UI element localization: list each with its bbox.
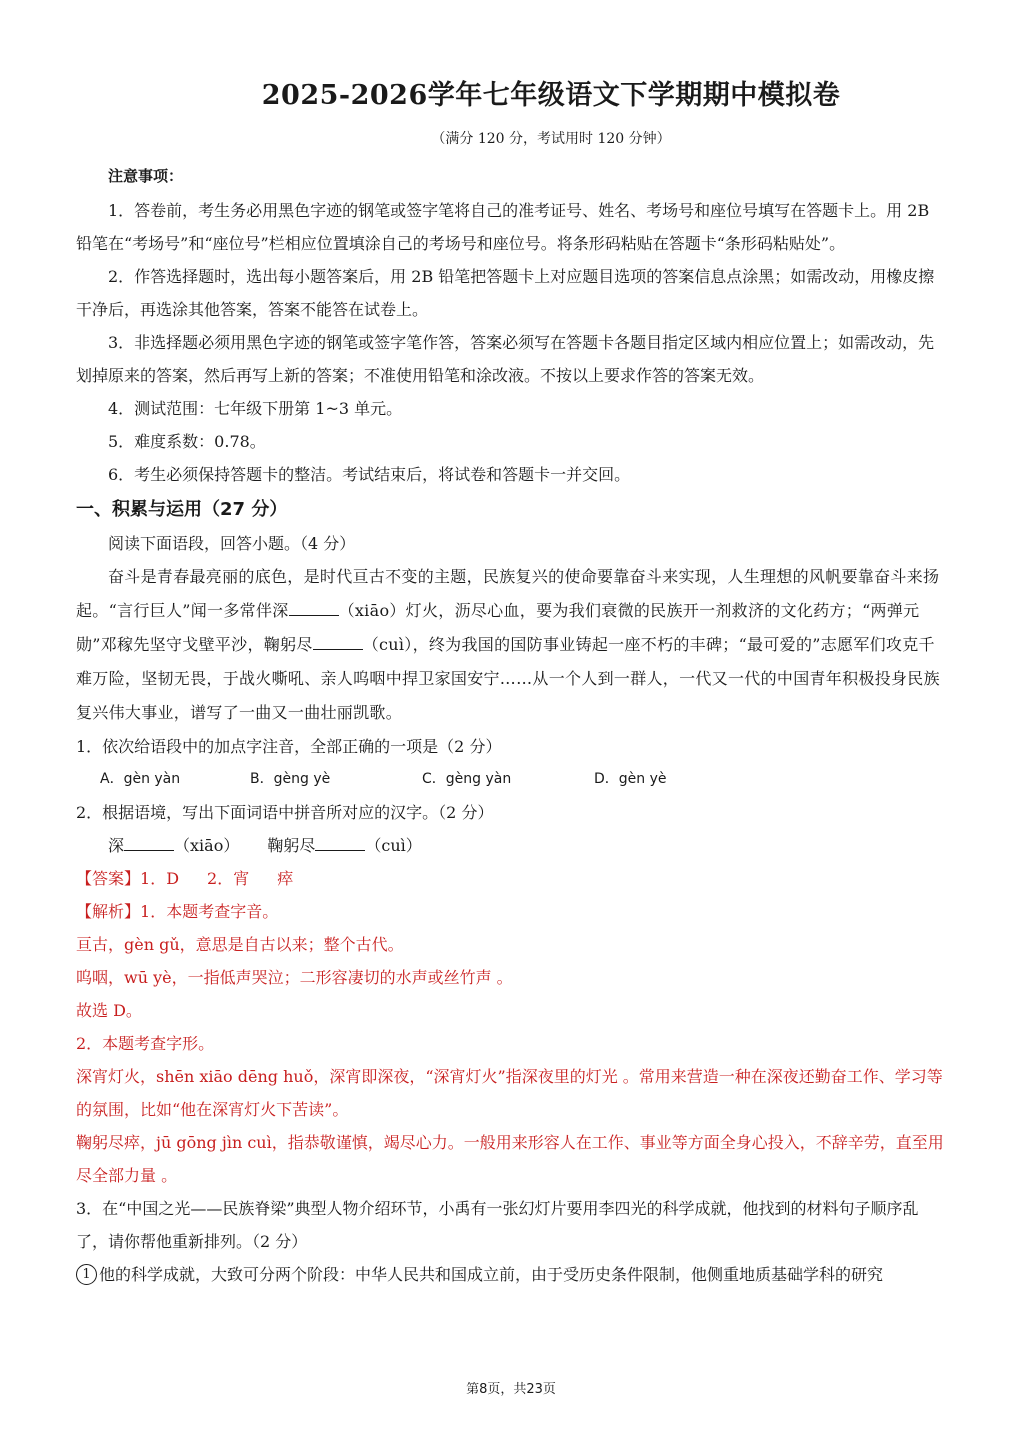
reading-intro: 阅读下面语段，回答小题。（4 分） [108, 534, 356, 553]
answer-blank[interactable] [315, 834, 365, 851]
page-number: 第8页，共23页 [466, 1382, 556, 1397]
notice-item: 6．考生必须保持答题卡的整洁。考试结束后，将试卷和答题卡一并交回。 [108, 465, 631, 484]
question-3-stem: 3．在“中国之光——民族脊梁”典型人物介绍环节，小禹有一张幻灯片要用李四光的科学成就，他找到的材料句子顺序乱了，请你帮他重新排列。（2 分） [76, 1199, 919, 1251]
answer-blank[interactable] [124, 834, 174, 851]
circled-number: 1 [76, 1264, 97, 1285]
question-1-stem: 1．依次给语段中的加点字注音，全部正确的一项是（2 分） [76, 737, 502, 756]
notice-item: 2．作答选择题时，选出每小题答案后，用 2B 铅笔把答题卡上对应题目选项的答案信息点涂黑；如需改动，用橡皮擦干净后，再选涂其他答案，答案不能答在试卷上。 [76, 267, 935, 319]
notice-heading: 注意事项： [108, 167, 184, 185]
option-b[interactable]: B．gèng yè [250, 771, 331, 787]
notice-item: 1．答卷前，考生务必用黑色字迹的钢笔或签字笔将自己的准考证号、姓名、考场号和座位号填写在答题卡上。用 2B 铅笔在“考场号”和“座位号”栏相应位置填涂自己的考场号和座位号。将条形码粘贴在答题卡“条形码粘贴处”。 [76, 201, 930, 253]
analysis-line: 呜咽，wū yè，一指低声哭泣；二形容凄切的水声或丝竹声 。 [76, 968, 513, 987]
analysis-line: 亘古，gèn gǔ，意思是自古以来；整个古代。 [76, 935, 404, 954]
notice-item: 3．非选择题必须用黑色字迹的钢笔或签字笔作答，答案必须写在答题卡各题目指定区域内相应位置上；如需改动，先划掉原来的答案，然后再写上新的答案；不准使用铅笔和涂改液。不按以上要求作答的答案无效。 [76, 333, 935, 385]
question-2-items: 深 （xiāo） 鞠躬尽 （cuì） [108, 836, 422, 855]
question-2-stem: 2．根据语境，写出下面词语中拼音所对应的汉字。（2 分） [76, 803, 494, 822]
analysis-line: 鞠躬尽瘁，jū gōng jìn cuì，指恭敬谨慎，竭尽心力。一般用来形容人在工作、事业等方面全身心投入，不辞辛劳，直至用尽全部力量 。 [76, 1133, 944, 1185]
answer-line: 【答案】1．D 2．宵 瘁 [76, 869, 294, 888]
option-a[interactable]: A．gèn yàn [100, 771, 181, 787]
analysis-line: 深宵灯火，shēn xiāo dēng huǒ，深宵即深夜，“深宵灯火”指深夜里的灯光 。常用来营造一种在深夜还勤奋工作、学习等的氛围，比如“他在深宵灯火下苦读”。 [76, 1067, 943, 1119]
exam-title: 2025-2026学年七年级语文下学期期中模拟卷 [261, 80, 841, 111]
notice-item: 5．难度系数：0.78。 [108, 432, 266, 451]
question-1-options [76, 763, 946, 796]
analysis-line: 故选 D。 [76, 1001, 142, 1020]
section-heading: 一、积累与运用（27 分） [76, 499, 288, 520]
notice-item: 4．测试范围：七年级下册第 1~3 单元。 [108, 399, 403, 418]
reading-passage: 奋斗是青春最亮丽的底色，是时代亘古不变的主题，民族复兴的使命要靠奋斗来实现，人生理想的风帆要靠奋斗来扬起。“言行巨人”闻一多常伴深 （xiāo）灯火，沥尽心血，要为我们衰微的民族开一剂救济的文化药方；“两弹元勋”邓稼先坚守戈壁平沙，鞠躬尽 （cuì），终为我国的国防事业铸起一座不朽的丰碑；“最可爱的”志愿军们攻克千难万险，坚韧无畏，于战火嘶吼、亲人呜咽中捍卫家国安宁……从一个人到一群人，一代又一代的中国青年积极投身民族复兴伟大事业，谱写了一曲又一曲壮丽凯歌。 [76, 567, 940, 722]
answer-blank[interactable] [313, 633, 363, 650]
option-c[interactable]: C．gèng yàn [422, 771, 512, 787]
analysis-line: 2．本题考查字形。 [76, 1034, 215, 1053]
analysis-line: 【解析】1．本题考查字音。 [76, 902, 279, 921]
question-3-sentence: 1 他的科学成就，大致可分两个阶段：中华人民共和国成立前，由于受历史条件限制，他侧重地质基础学科的研究 [76, 1258, 946, 1291]
option-d[interactable]: D．gèn yè [594, 771, 667, 787]
exam-subtitle: （满分 120 分，考试用时 120 分钟） [431, 131, 671, 147]
answer-blank[interactable] [289, 599, 339, 616]
